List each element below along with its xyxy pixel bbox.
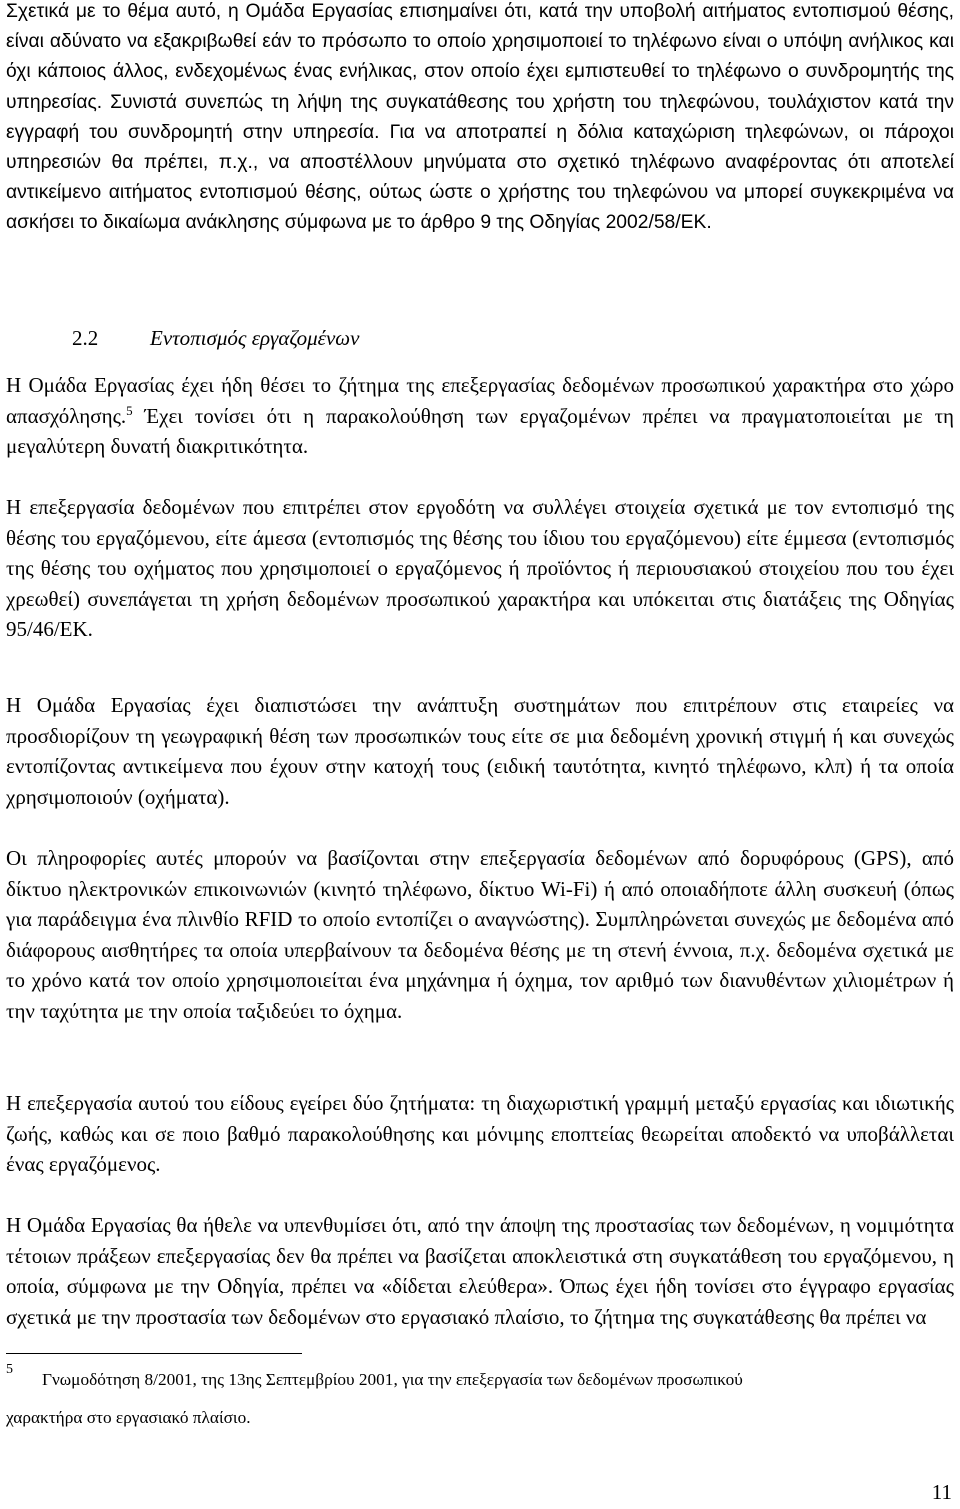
paragraph-employee-data: [6, 370, 954, 462]
footnote-number: 5: [6, 1362, 13, 1377]
page-number: 11: [931, 1480, 952, 1504]
paragraph-location-systems: Η Ομάδα Εργασίας έχει διαπιστώσει την ανάπτυξη συστημάτων που επιτρέπουν στις εταιρείες να προσδιορίζουν τη γεωγραφική θέση των προσωπικών τους είτε σε μια δεδομένη χρονική στιγμή ή και συνεχώς εντοπίζοντας αντικείμενα που έχουν στην κατοχή τους (ειδική ταυτότητα, κινητό τηλέφωνο, κλπ) ή τα οποία χρησιμοποιούν (οχήματα).: [6, 693, 954, 809]
paragraph-processing-issues: Η επεξεργασία αυτού του είδους εγείρει δύο ζητήματα: τη διαχωριστική γραμμή μεταξύ εργασίας και ιδιωτικής ζωής, καθώς και σε ποιο βαθμό παρακολούθησης και μόνιμης εποπτείας θεωρείται αποδεκτό να υποβάλλεται ένας εργαζόμενος.: [6, 1091, 954, 1177]
paragraph-employee-data-part1: Η Ομάδα Εργασίας έχει ήδη θέσει το ζήτημα της επεξεργασίας δεδομένων προσωπικού χαρακτήρα στο χώρο απασχόλησης.: [6, 373, 954, 428]
footnote-text-line1: Γνωμοδότηση 8/2001, της 13ης Σεπτεμβρίου 2001, για την επεξεργασία των δεδομένων προσωπικού: [42, 1370, 743, 1389]
section-title: Εντοπισμός εργαζομένων: [150, 326, 360, 350]
footnote-text-line2: χαρακτήρα στο εργασιακό πλαίσιο.: [6, 1408, 251, 1427]
footnote-separator: [6, 1353, 302, 1354]
paragraph-consent-legality: Η Ομάδα Εργασίας θα ήθελε να υπενθυμίσει ότι, από την άποψη της προστασίας των δεδομένων, η νομιμότητα τέτοιων πράξεων επεξεργασίας δεν θα πρέπει να βασίζεται αποκλειστικά στη συγκατάθεση του εργαζόμενου, η οποία, σύμφωνα με την Οδηγία, πρέπει να «δίδεται ελεύθερα». Όπως έχει ήδη τονίσει στο έγγραφο εργασίας σχετικά με την προστασία των δεδομένων στο εργασιακό πλαίσιο, το ζήτημα της συγκατάθεσης θα πρέπει να: [6, 1213, 954, 1329]
paragraph-location-sources: Οι πληροφορίες αυτές μπορούν να βασίζονται στην επεξεργασία δεδομένων από δορυφόρους (GPS), από δίκτυο ηλεκτρονικών επικοινωνιών (κινητό τηλέφωνο, δίκτυο Wi-Fi) ή από οποιαδήποτε άλλη συσκευή (όπως για παράδειγμα ένα πλινθίο RFID το οποίο εντοπίζει ο αναγνώστης). Συμπληρώνεται συνεχώς με δεδομένα από διάφορους αισθητήρες τα οποία υπερβαίνουν τα δεδομένα θέσης με τη στενή έννοια, π.χ. δεδομένα σχετικά με το χρόνο κατά τον οποίο χρησιμοποιείται ένα μηχάνημα ή όχημα, τον αριθμό των διανυθέντων χιλιομέτρων ή την ταχύτητα με την οποία ταξιδεύει το όχημα.: [6, 846, 954, 1023]
footnote-reference: 5: [126, 402, 133, 418]
paragraph-minor-consent: Σχετικά με το θέμα αυτό, η Ομάδα Εργασίας επισημαίνει ότι, κατά την υποβολή αιτήματος εντοπισμού θέσης, είναι αδύνατο να εξακριβωθεί εάν το πρόσωπο το οποίο χρησιμοποιεί το τηλέφωνο είναι ο υπόψη ανήλικος και όχι κάποιος άλλος, ενδεχομένως ένας ενήλικας, στον οποίο έχει εμπιστευθεί το τηλέφωνο ο συνδρομητής της υπηρεσίας. Συνιστά συνεπώς τη λήψη της συγκατάθεσης του χρήστη του τηλεφώνου, τουλάχιστον κατά την εγγραφή του συνδρομητή στην υπηρεσία. Για να αποτραπεί η δόλια καταχώριση τηλεφώνων, οι πάροχοι υπηρεσιών θα πρέπει, π.χ., να αποστέλλουν μηνύματα στο σχετικό τηλέφωνο αναφέροντας ότι αποτελεί αντικείμενο αιτήματος εντοπισμού θέσης, ούτως ώστε ο χρήστης του τηλεφώνου να μπορεί συγκεκριμένα να ασκήσει το δικαίωμα ανάκλησης σύμφωνα με το άρθρο 9 της Οδηγίας 2002/58/ΕΚ.: [6, 1, 954, 234]
paragraph-employer-processing: Η επεξεργασία δεδομένων που επιτρέπει στον εργοδότη να συλλέγει στοιχεία σχετικά με τον εντοπισμό της θέσης του εργαζόμενου, είτε άμεσα (εντοπισμός της θέσης του ίδιου του εργαζόμενου) είτε έμμεσα (εντοπισμός της θέσης του οχήματος που χρησιμοποιεί ο εργαζόμενος ή προϊόντος ή περιουσιακού στοιχείου που του έχει χρεωθεί) συνεπάγεται τη χρήση δεδομένων προσωπικού χαρακτήρα και υπόκειται στις διατάξεις της Οδηγίας 95/46/ΕΚ.: [6, 495, 954, 642]
section-heading: [72, 323, 359, 353]
paragraph-employee-data-part2: Έχει τονίσει ότι η παρακολούθηση των εργαζομένων πρέπει να πραγματοποιείται με τη μεγαλύτερη δυνατή διακριτικότητα.: [6, 403, 954, 459]
section-number: 2.2: [72, 326, 99, 350]
